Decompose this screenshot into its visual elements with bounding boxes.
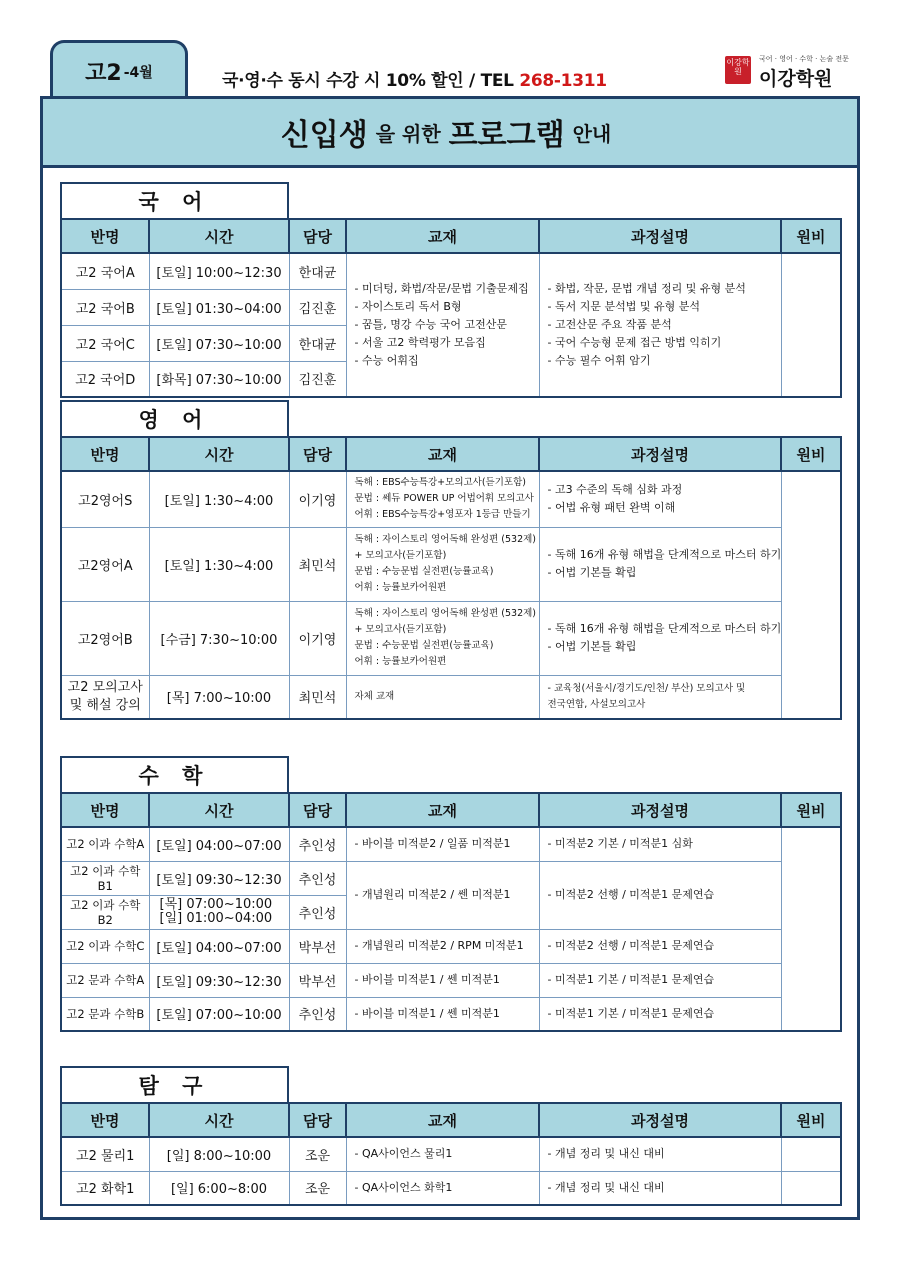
class-teacher: 추인성 [289,895,346,929]
table-header-row [61,793,841,827]
class-name: 고2 이과 수학C [61,929,149,963]
table-row [61,675,841,719]
table-row [61,253,841,289]
class-teacher: 박부선 [289,929,346,963]
class-desc: - 개념 정리 및 내신 대비 [539,1137,781,1171]
class-fee [781,827,841,1031]
class-teacher: 박부선 [289,963,346,997]
class-desc: - 개념 정리 및 내신 대비 [539,1171,781,1205]
section-title-english: 영 어 [60,400,289,436]
class-books [346,601,539,675]
section-title-korean: 국 어 [60,182,289,218]
title-part2: 을 위한 [375,121,441,146]
class-time: [토일] 01:30~04:00 [149,289,289,325]
book-line: 어휘 : 능률보카어원편 [354,582,447,593]
desc-line: - 독서 지문 분석법 및 유형 분석 [547,300,700,313]
class-name: 고2 이과 수학A [61,827,149,861]
class-books: - QA사이언스 물리1 [346,1137,539,1171]
col-header-book: 교재 [346,1103,539,1137]
class-books: - 바이블 미적분1 / 쎈 미적분1 [346,963,539,997]
table-row [61,997,841,1031]
class-desc [539,527,781,601]
col-header-teacher: 담당 [289,1103,346,1137]
book-line: 자체 교재 [354,690,395,702]
promo-text [222,66,607,91]
book-line: - 미더텅, 화법/작문/문법 기출문제집 [354,282,529,295]
table-row [61,1171,841,1205]
class-desc: - 미적분2 선행 / 미적분1 문제연습 [539,929,781,963]
class-desc: - 미적분2 선행 / 미적분1 문제연습 [539,861,781,929]
class-teacher: 최민석 [289,675,346,719]
book-line: - 서울 고2 학력평가 모음집 [354,336,486,349]
english-table [60,436,842,720]
book-line: + 모의고사(듣기포함) [354,550,447,561]
book-line: 독해 : 자이스토리 영어독해 완성편 (532제) [354,534,537,545]
col-header-fee: 원비 [781,437,841,471]
class-books: - 바이블 미적분2 / 일품 미적분1 [346,827,539,861]
class-name: 고2 국어C [61,325,149,361]
class-time: [목] 7:00~10:00 [149,675,289,719]
class-time [149,895,289,929]
class-desc [539,675,781,719]
col-header-time: 시간 [149,219,289,253]
promo-line: 국·영·수 동시 수강 시 10% 할인 / TEL [222,71,520,91]
table-row [61,601,841,675]
table-header-row [61,437,841,471]
class-books: - 개념원리 미적분2 / RPM 미적분1 [346,929,539,963]
class-fee [781,1171,841,1205]
col-header-teacher: 담당 [289,437,346,471]
class-name: 고2 국어A [61,253,149,289]
class-desc [539,601,781,675]
class-teacher: 한대균 [289,253,346,289]
class-teacher: 김진훈 [289,361,346,397]
table-header-row [61,1103,841,1137]
class-name: 고2영어B [61,601,149,675]
class-books: - 바이블 미적분1 / 쎈 미적분1 [346,997,539,1031]
phone-number: 268-1311 [519,71,607,91]
table-row [61,861,841,895]
col-header-fee: 원비 [781,1103,841,1137]
class-time: [일] 6:00~8:00 [149,1171,289,1205]
class-name: 고2영어A [61,527,149,601]
class-desc: - 미적분1 기본 / 미적분1 문제연습 [539,997,781,1031]
desc-line: 전국연합, 사설모의고사 [547,698,646,710]
class-name: 고2 물리1 [61,1137,149,1171]
book-line: - 수능 어휘집 [354,354,419,367]
class-teacher: 최민석 [289,527,346,601]
col-header-time: 시간 [149,437,289,471]
class-teacher: 이기영 [289,601,346,675]
month-label: -4월 [123,64,153,81]
section-title-math: 수 학 [60,756,289,792]
col-header-book: 교재 [346,793,539,827]
col-header-desc: 과정설명 [539,219,781,253]
class-teacher: 추인성 [289,997,346,1031]
class-time-line: [목] 07:00~10:00 [159,897,273,912]
class-fee [781,1137,841,1171]
class-name: 고2 이과 수학B2 [61,895,149,929]
class-teacher: 추인성 [289,827,346,861]
class-desc: - 미적분2 기본 / 미적분1 심화 [539,827,781,861]
desc-line: - 교육청(서울시/경기도/인천/ 부산) 모의고사 및 [547,682,746,694]
class-name: 고2영어S [61,471,149,527]
class-time: [토일] 09:30~12:30 [149,861,289,895]
section-title-science: 탐 구 [60,1066,289,1102]
grade-label: 고2 [85,61,122,86]
book-line: 독해 : EBS수능특강+모의고사(듣기포함) [354,477,526,489]
class-name: 고2 문과 수학A [61,963,149,997]
class-name [61,675,149,719]
class-desc: - 미적분1 기본 / 미적분1 문제연습 [539,963,781,997]
col-header-desc: 과정설명 [539,437,781,471]
book-line: 어휘 : EBS수능특강+영포자 1등급 만들기 [354,509,531,521]
class-books [346,253,539,397]
class-teacher: 조운 [289,1137,346,1171]
title-part1: 신입생 [280,118,368,153]
class-time: [토일] 07:30~10:00 [149,325,289,361]
class-desc [539,253,781,397]
desc-line: - 독해 16개 유형 해법을 단계적으로 마스터 하기 [547,548,782,561]
class-name: 고2 국어B [61,289,149,325]
class-time: [일] 8:00~10:00 [149,1137,289,1171]
class-time: [화목] 07:30~10:00 [149,361,289,397]
desc-line: - 수능 필수 어휘 암기 [547,354,651,367]
class-time: [토일] 09:30~12:30 [149,963,289,997]
table-row [61,827,841,861]
table-row [61,1137,841,1171]
desc-line: - 어법 기본틀 확립 [547,566,637,579]
desc-line: - 국어 수능형 문제 접근 방법 익히기 [547,336,722,349]
desc-line: - 고3 수준의 독해 심화 과정 [547,483,683,497]
academy-logo [725,50,849,90]
book-line: 문법 : 수능문법 실전편(능률교육) [354,640,494,651]
book-line: - 자이스토리 독서 B형 [354,300,462,313]
class-fee [781,253,841,397]
table-row [61,471,841,527]
table-row [61,929,841,963]
class-time: [토일] 10:00~12:30 [149,253,289,289]
col-header-fee: 원비 [781,793,841,827]
desc-line: - 고전산문 주요 작품 분석 [547,318,672,331]
desc-line: - 어법 기본틀 확립 [547,640,637,653]
class-books [346,675,539,719]
col-header-book: 교재 [346,219,539,253]
class-time-line: [일] 01:00~04:00 [159,911,273,926]
book-line: 문법 : 수능문법 실전편(능률교육) [354,566,494,577]
class-teacher: 김진훈 [289,289,346,325]
class-time: [수금] 7:30~10:00 [149,601,289,675]
desc-line: - 어법 유형 패턴 완벽 이해 [547,501,676,515]
class-time: [토일] 1:30~4:00 [149,527,289,601]
logo-tagline: 국어 · 영어 · 수학 · 논술 전문 [759,55,849,63]
class-fee [781,471,841,719]
math-table [60,792,842,1032]
col-header-desc: 과정설명 [539,793,781,827]
page-title [40,96,860,168]
table-row [61,527,841,601]
col-header-class: 반명 [61,437,149,471]
col-header-book: 교재 [346,437,539,471]
col-header-class: 반명 [61,793,149,827]
book-line: + 모의고사(듣기포함) [354,624,447,635]
col-header-class: 반명 [61,219,149,253]
class-name: 고2 이과 수학B1 [61,861,149,895]
class-name: 고2 화학1 [61,1171,149,1205]
table-header-row [61,219,841,253]
col-header-teacher: 담당 [289,219,346,253]
class-teacher: 조운 [289,1171,346,1205]
science-table [60,1102,842,1206]
desc-line: - 독해 16개 유형 해법을 단계적으로 마스터 하기 [547,622,782,635]
title-part3: 프로그램 [448,118,565,153]
book-line: 어휘 : 능률보카어원편 [354,656,447,667]
class-name: 고2 국어D [61,361,149,397]
class-time: [토일] 07:00~10:00 [149,997,289,1031]
korean-table [60,218,842,398]
desc-line: - 화법, 작문, 문법 개념 정리 및 유형 분석 [547,282,746,295]
col-header-teacher: 담당 [289,793,346,827]
class-teacher: 추인성 [289,861,346,895]
class-teacher: 한대균 [289,325,346,361]
col-header-fee: 원비 [781,219,841,253]
class-time: [토일] 04:00~07:00 [149,929,289,963]
title-part4: 안내 [572,121,612,146]
class-desc [539,471,781,527]
grade-tab [50,40,188,100]
col-header-desc: 과정설명 [539,1103,781,1137]
book-line: - 꿈틀, 명강 수능 국어 고전산문 [354,318,507,331]
class-books [346,527,539,601]
class-time: [토일] 04:00~07:00 [149,827,289,861]
class-name: 고2 문과 수학B [61,997,149,1031]
class-books [346,471,539,527]
class-name-line: 고2 모의고사 [67,679,143,695]
class-books: - QA사이언스 화학1 [346,1171,539,1205]
col-header-class: 반명 [61,1103,149,1137]
logo-name: 이강학원 [759,68,833,90]
logo-seal: 이강학원 [725,56,751,84]
table-row [61,963,841,997]
class-teacher: 이기영 [289,471,346,527]
book-line: 독해 : 자이스토리 영어독해 완성편 (532제) [354,608,537,619]
col-header-time: 시간 [149,1103,289,1137]
col-header-time: 시간 [149,793,289,827]
class-name-line: 및 해설 강의 [69,697,141,713]
class-books: - 개념원리 미적분2 / 쎈 미적분1 [346,861,539,929]
book-line: 문법 : 쎄듀 POWER UP 어법어휘 모의고사 [354,493,534,505]
class-time: [토일] 1:30~4:00 [149,471,289,527]
